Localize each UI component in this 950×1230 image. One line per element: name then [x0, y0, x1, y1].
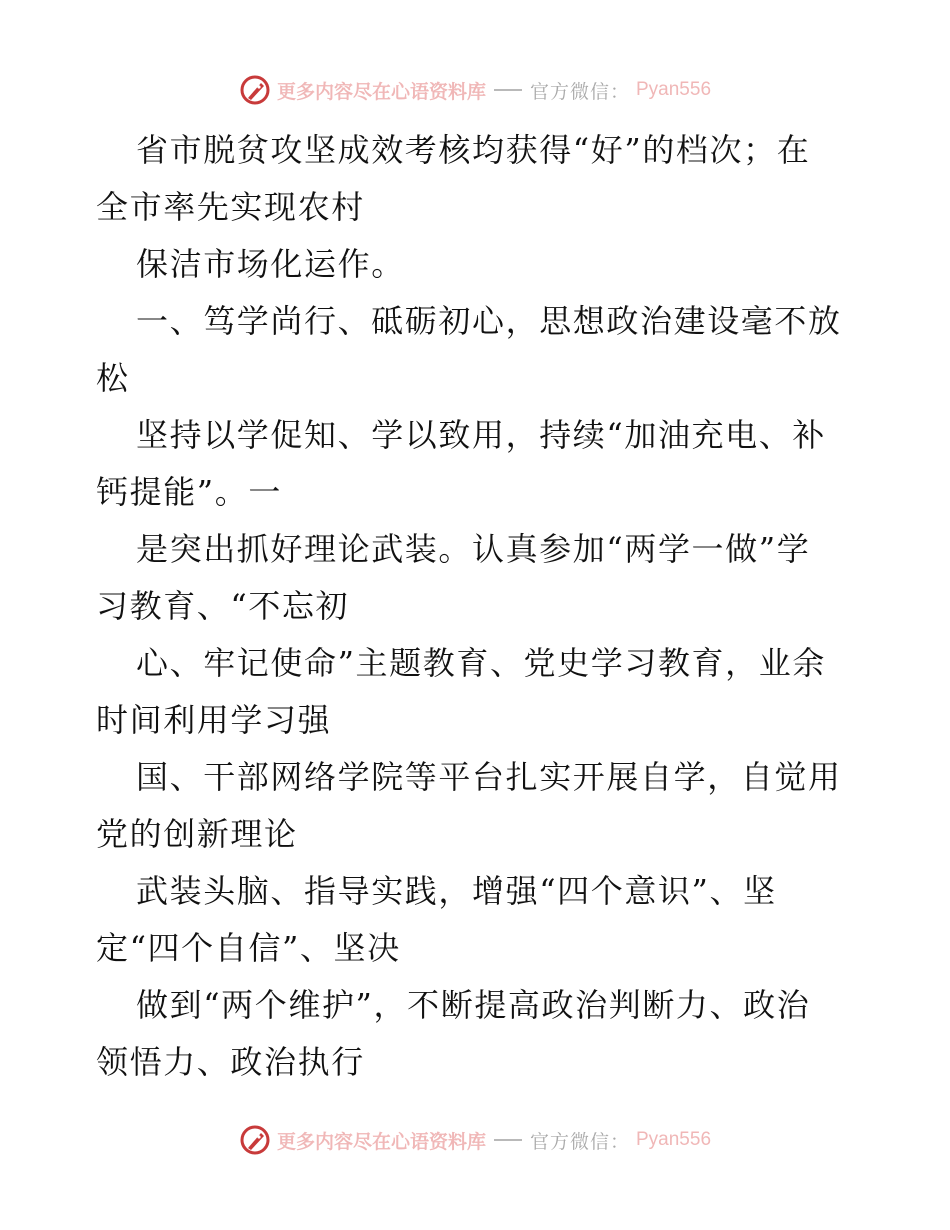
text-line: 钙提能”。一: [96, 473, 282, 511]
pen-nib-logo-icon: [239, 1124, 271, 1156]
text-line: 是突出抓好理论武装。认真参加“两学一做”学: [136, 530, 811, 568]
text-line: 做到“两个维护”，不断提高政治判断力、政治: [136, 986, 811, 1024]
text-line: 心、牢记使命”主题教育、党史学习教育，业余: [136, 644, 826, 682]
pen-nib-logo-icon: [239, 74, 271, 106]
watermark-dash: [494, 1139, 522, 1141]
text-line: 习教育、“不忘初: [96, 587, 350, 625]
watermark-wechat-id: Pyan556: [636, 79, 712, 100]
watermark-main-text: 更多内容尽在心语资料库: [276, 80, 486, 103]
text-line: 松: [96, 359, 130, 397]
text-line: 省市脱贫攻坚成效考核均获得“好”的档次；在: [136, 131, 811, 169]
text-line: 时间利用学习强: [96, 701, 332, 739]
watermark-banner-bottom: [0, 1120, 950, 1160]
text-line: 保洁市场化运作。: [136, 245, 405, 283]
watermark-banner-top: [0, 70, 950, 110]
text-line: 国、干部网络学院等平台扎实开展自学，自觉用: [136, 758, 842, 796]
text-line: 党的创新理论: [96, 815, 298, 853]
watermark-main-text: 更多内容尽在心语资料库: [276, 1130, 486, 1153]
text-line: 全市率先实现农村: [96, 188, 365, 226]
watermark-wechat-label: 官方微信：: [529, 1130, 630, 1153]
text-line: 坚持以学促知、学以致用，持续“加油充电、补: [136, 416, 826, 454]
text-line: 武装头脑、指导实践，增强“四个意识”、坚: [136, 872, 777, 910]
text-line: 领悟力、政治执行: [96, 1043, 365, 1081]
watermark-wechat-label: 官方微信：: [529, 80, 630, 103]
watermark-banner-inner: [239, 74, 711, 106]
watermark-wechat-id: Pyan556: [636, 1129, 712, 1150]
document-body: [96, 122, 856, 1091]
text-line: 定“四个自信”、坚决: [96, 929, 401, 967]
watermark-dash: [494, 89, 522, 91]
text-line: 一、笃学尚行、砥砺初心，思想政治建设毫不放: [136, 302, 842, 340]
watermark-banner-inner: [239, 1124, 711, 1156]
